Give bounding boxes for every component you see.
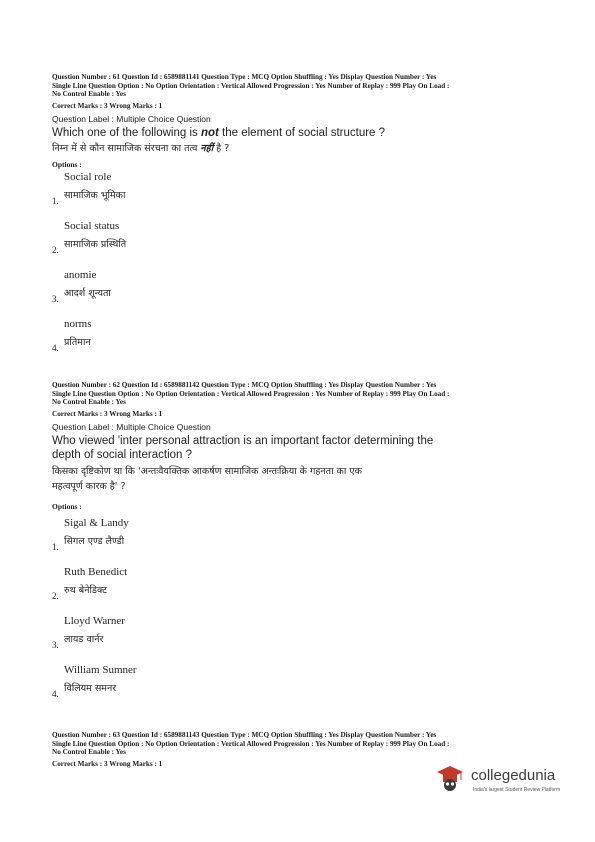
- option-1[interactable]: [52, 171, 547, 220]
- question-61: [52, 73, 547, 367]
- option-text-hi: सिगल एण्ड लैण्डी: [64, 536, 125, 548]
- meta-line: No Control Enable : Yes: [52, 90, 126, 99]
- option-text-hi: सामाजिक भूमिका: [64, 190, 126, 202]
- question-text-part: Which one of the following is: [52, 127, 201, 140]
- meta-line: Question Number : 63 Question Id : 6589881143 Question Type : MCQ Option Shuffling : Yes Display Question Number : Yes: [52, 731, 437, 739]
- option-number: 3.: [52, 640, 59, 651]
- option-number: 1.: [52, 196, 59, 207]
- question-text-hi: [52, 142, 547, 156]
- question-text-line: depth of social interaction ?: [52, 449, 193, 462]
- question-meta: [52, 73, 547, 110]
- logo-tagline: India's largest Student Review Platform: [473, 787, 561, 793]
- meta-line: Single Line Question Option : No Option Orientation : Vertical Allowed Progression : Yes Number of Replay : 999 Play On Load :: [52, 81, 450, 90]
- option-3[interactable]: [52, 269, 547, 318]
- graduation-cap-icon: [435, 763, 465, 795]
- option-text-hi: विलियम समनर: [64, 683, 117, 695]
- option-number: 3.: [52, 294, 59, 305]
- options-list: [52, 517, 547, 713]
- option-text-en: Social status: [64, 220, 120, 233]
- option-text-hi: आदर्श शून्यता: [64, 288, 111, 300]
- option-text-hi: सामाजिक प्रस्थिति: [64, 239, 127, 251]
- meta-line: No Control Enable : Yes: [52, 748, 126, 757]
- option-text-en: Social role: [64, 171, 112, 184]
- marks-line: Correct Marks : 3 Wrong Marks : 1: [52, 759, 163, 768]
- question-text-part: निम्न में से कौन सामाजिक संरचना का तत्व: [52, 143, 201, 155]
- option-text-hi: रुथ बेनेडिक्ट: [64, 585, 107, 597]
- question-text-emphasis: not: [200, 127, 219, 140]
- collegedunia-logo: [435, 763, 575, 803]
- option-1[interactable]: [52, 517, 547, 566]
- question-text-line: महत्वपूर्ण कारक है' ?: [52, 481, 126, 493]
- question-text-en: [52, 434, 547, 462]
- option-3[interactable]: [52, 615, 547, 664]
- option-number: 2.: [52, 245, 59, 256]
- option-2[interactable]: [52, 220, 547, 269]
- question-text-en: [52, 126, 547, 140]
- question-text-part: है ?: [213, 143, 230, 155]
- option-text-en: norms: [64, 318, 92, 331]
- meta-line: Question Number : 61 Question Id : 6589881141 Question Type : MCQ Option Shuffling : Yes Display Question Number : Yes: [52, 73, 437, 81]
- option-number: 4.: [52, 343, 59, 354]
- option-number: 2.: [52, 591, 59, 602]
- option-number: 4.: [52, 689, 59, 700]
- question-text-hi: [52, 464, 547, 494]
- option-text-hi: प्रतिमान: [64, 337, 91, 349]
- option-text-hi: लायड वार्नर: [64, 634, 104, 646]
- meta-line: Question Number : 62 Question Id : 6589881142 Question Type : MCQ Option Shuffling : Yes Display Question Number : Yes: [52, 381, 437, 389]
- option-text-en: Ruth Benedict: [64, 566, 128, 579]
- option-4[interactable]: [52, 664, 547, 713]
- meta-line: Single Line Question Option : No Option Orientation : Vertical Allowed Progression : Yes Number of Replay : 999 Play On Load :: [52, 739, 450, 748]
- option-text-en: Sigal & Landy: [64, 517, 129, 530]
- options-list: [52, 171, 547, 367]
- options-label: Options :: [52, 160, 82, 170]
- question-text-emphasis: नहीं: [200, 143, 214, 155]
- option-text-en: Lloyd Warner: [64, 615, 125, 628]
- option-text-en: William Sumner: [64, 664, 137, 677]
- marks-line: Correct Marks : 3 Wrong Marks : 1: [52, 409, 163, 418]
- option-2[interactable]: [52, 566, 547, 615]
- option-4[interactable]: [52, 318, 547, 367]
- question-meta: [52, 381, 547, 418]
- meta-line: Single Line Question Option : No Option Orientation : Vertical Allowed Progression : Yes Number of Replay : 999 Play On Load :: [52, 389, 450, 398]
- question-text-line: Who viewed 'inter personal attraction is an important factor determining the: [52, 435, 434, 448]
- question-text-part: the element of social structure ?: [218, 127, 386, 140]
- meta-line: No Control Enable : Yes: [52, 398, 126, 407]
- marks-line: Correct Marks : 3 Wrong Marks : 1: [52, 101, 163, 110]
- options-label: Options :: [52, 502, 82, 512]
- option-number: 1.: [52, 542, 59, 553]
- option-text-en: anomie: [64, 269, 97, 282]
- logo-brand: collegedunia: [471, 767, 556, 784]
- question-62: [52, 381, 547, 713]
- question-label: Question Label : Multiple Choice Question: [52, 114, 211, 125]
- question-label: Question Label : Multiple Choice Question: [52, 422, 211, 433]
- question-text-line: किसका दृष्टिकोण था कि 'अन्तःवैयक्तिक आकर्षण सामाजिक अन्तःक्रिया के गहनता का एक: [52, 466, 362, 478]
